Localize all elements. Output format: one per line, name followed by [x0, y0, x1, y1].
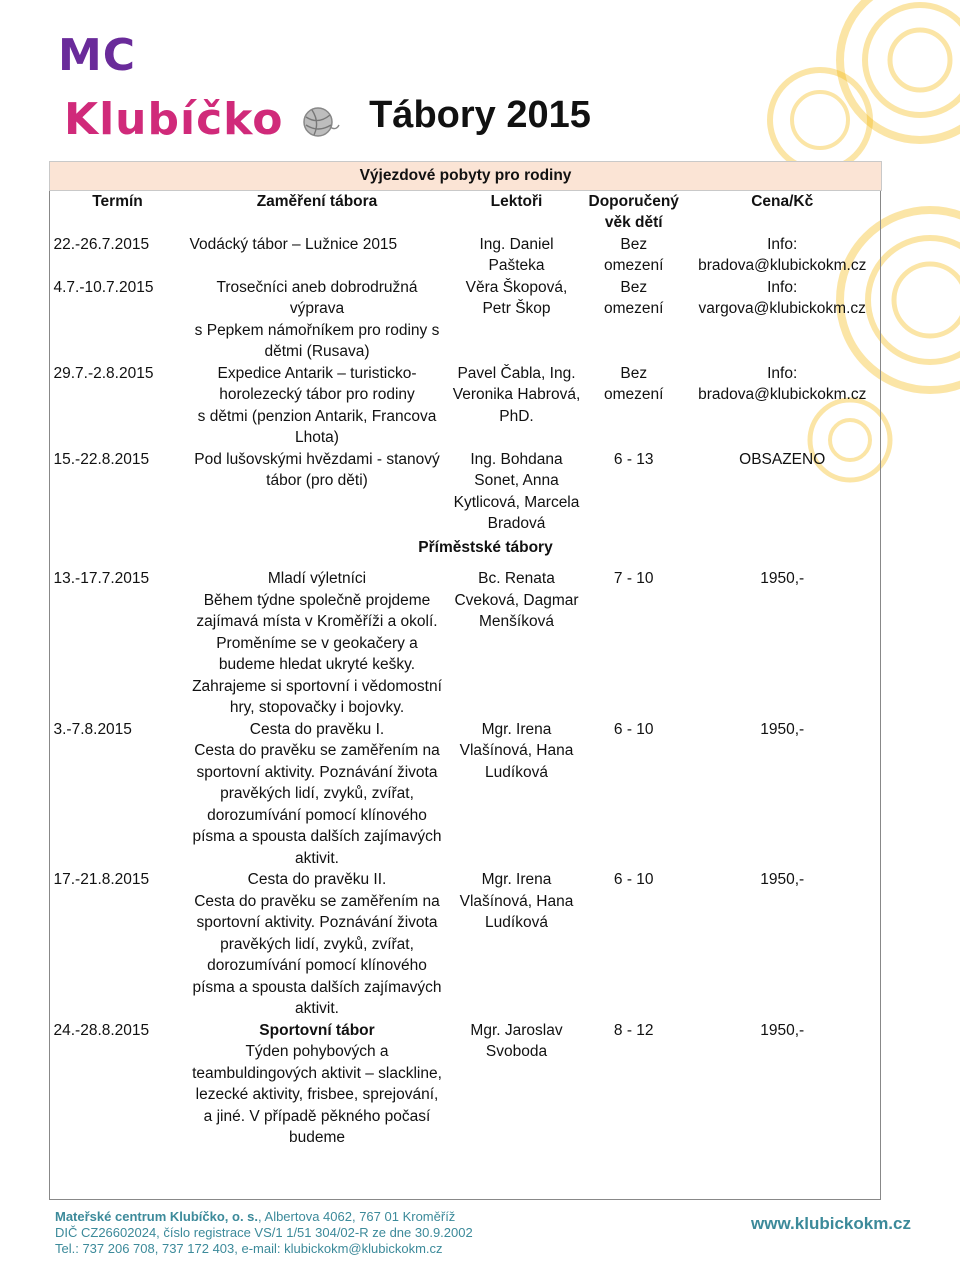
header-price: Cena/Kč	[751, 192, 814, 210]
logo-mc: MC	[58, 30, 137, 81]
camp-description: Týden pohybových a teambuldingových aktivit – slackline, lezecké aktivity, frisbee, sprejování, a jiné. V případě pěkného počasí budeme	[192, 1043, 442, 1146]
row-price: OBSAZENO	[739, 450, 826, 468]
table-row	[50, 449, 882, 535]
section-trips-title: Výjezdové pobyty pro rodiny	[50, 162, 882, 191]
footer-org: Mateřské centrum Klubíčko, o. s.	[55, 1209, 259, 1224]
row-date: 15.-22.8.2015	[53, 450, 150, 468]
row-date: 17.-21.8.2015	[53, 871, 150, 888]
row-age: 8 - 12	[613, 1021, 654, 1039]
table-row	[50, 1020, 882, 1149]
row-lecturers: Bc. Renata Cveková, Dagmar Menšíková	[454, 570, 579, 630]
camps-table	[49, 161, 882, 1149]
footer-registration: DIČ CZ26602024, číslo registrace VS/1 1/51 304/02-R ze dne 30.9.2002	[55, 1225, 473, 1240]
row-age: Bez omezení	[603, 278, 664, 317]
table-row	[50, 363, 882, 449]
header-lecturers: Lektoři	[490, 192, 543, 210]
row-age: Bez omezení	[603, 364, 664, 403]
camp-description: Cesta do pravěku se zaměřením na sportovní aktivity. Poznávání života pravěkých lidí, zvyků, zvířat, dorozumívání pomocí klínového písma a spousta dalších zajímavých aktivit.	[192, 742, 442, 867]
header-age: Doporučený věk dětí	[588, 192, 679, 231]
camp-name: Sportovní tábor	[259, 1021, 375, 1039]
table-row	[50, 869, 882, 1020]
footer-address: , Albertova 4062, 767 01 Kroměříž	[258, 1209, 456, 1224]
row-date: 22.-26.7.2015	[53, 235, 150, 253]
row-focus: Vodácký tábor – Lužnice 2015	[189, 235, 398, 253]
row-price: 1950,-	[760, 871, 805, 888]
footer	[55, 1209, 935, 1257]
row-age: 6 - 10	[613, 720, 654, 738]
row-focus	[186, 719, 449, 870]
logo	[58, 24, 368, 145]
header-date: Termín	[92, 192, 143, 210]
footer-website-link[interactable]: www.klubickokm.cz	[751, 1214, 911, 1233]
row-price: Info: bradova@klubickokm.cz	[698, 235, 867, 274]
row-focus	[186, 1020, 449, 1149]
row-date: 3.-7.8.2015	[53, 720, 132, 738]
row-price: 1950,-	[760, 570, 805, 587]
footer-contact: Tel.: 737 206 708, 737 172 403, e-mail: klubickokm@klubickokm.cz	[55, 1241, 443, 1256]
page-title: Tábory 2015	[369, 94, 591, 136]
row-age: 6 - 10	[613, 871, 654, 888]
camp-name: Mladí výletníci	[267, 570, 367, 587]
row-focus: Trosečníci aneb dobrodružná výprava s Pepkem námořníkem pro rodiny s dětmi (Rusava)	[194, 278, 440, 360]
row-age: 6 - 13	[613, 450, 654, 468]
row-price: 1950,-	[760, 720, 805, 738]
row-date: 4.7.-10.7.2015	[53, 278, 154, 296]
row-focus	[186, 568, 449, 719]
section-subheader	[50, 535, 882, 569]
row-focus: Expedice Antarik – turisticko-horolezecký tábor pro rodiny s dětmi (penzion Antarik, Francova Lhota)	[197, 364, 437, 446]
row-lecturers: Pavel Čabla, Ing. Veronika Habrová, PhD.	[452, 364, 581, 425]
row-lecturers: Věra Škopová, Petr Škop	[465, 278, 568, 317]
row-focus: Pod lušovskými hvězdami - stanový tábor (pro děti)	[194, 450, 440, 489]
row-age: Bez omezení	[603, 235, 664, 274]
row-date: 29.7.-2.8.2015	[53, 364, 154, 382]
section-banner	[50, 162, 882, 191]
row-lecturers: Mgr. Irena Vlašínová, Hana Ludíková	[459, 720, 574, 781]
row-price: Info: bradova@klubickokm.cz	[698, 364, 867, 403]
row-price: 1950,-	[760, 1021, 805, 1039]
camp-description: Během týdne společně projdeme zajímavá místa v Kroměříži a okolí. Proměníme se v geokačery a budeme hledat ukryté kešky. Zahrajeme si sportovní i vědomostní hry, stopovačky i bojovky.	[192, 591, 442, 716]
camp-description: Cesta do pravěku se zaměřením na sportovní aktivity. Poznávání života pravěkých lidí, zvyků, zvířat, dorozumívání pomocí klínového písma a spousta dalších zajímavých aktivit.	[192, 892, 442, 1017]
table-row	[50, 277, 882, 363]
row-age: 7 - 10	[613, 570, 654, 587]
logo-klubicko: Klubíčko	[64, 94, 284, 145]
row-lecturers: Mgr. Jaroslav Svoboda	[470, 1021, 563, 1060]
camp-name: Cesta do pravěku I.	[249, 720, 385, 738]
row-lecturers: Ing. Daniel Pašteka	[479, 235, 554, 274]
header-focus: Zaměření tábora	[256, 192, 378, 210]
row-date: 13.-17.7.2015	[53, 570, 150, 587]
section-day-title: Příměstské tábory	[418, 538, 553, 556]
row-price: Info: vargova@klubickokm.cz	[698, 278, 866, 317]
row-lecturers: Ing. Bohdana Sonet, Anna Kytlicová, Marcela Bradová	[453, 450, 580, 532]
table-row	[50, 234, 882, 277]
row-lecturers: Mgr. Irena Vlašínová, Hana Ludíková	[459, 871, 574, 931]
table-row	[50, 568, 882, 719]
table-row	[50, 719, 882, 870]
row-date: 24.-28.8.2015	[53, 1021, 150, 1039]
row-focus	[186, 869, 449, 1020]
camp-name: Cesta do pravěku II.	[247, 871, 387, 888]
table-header	[50, 190, 882, 234]
